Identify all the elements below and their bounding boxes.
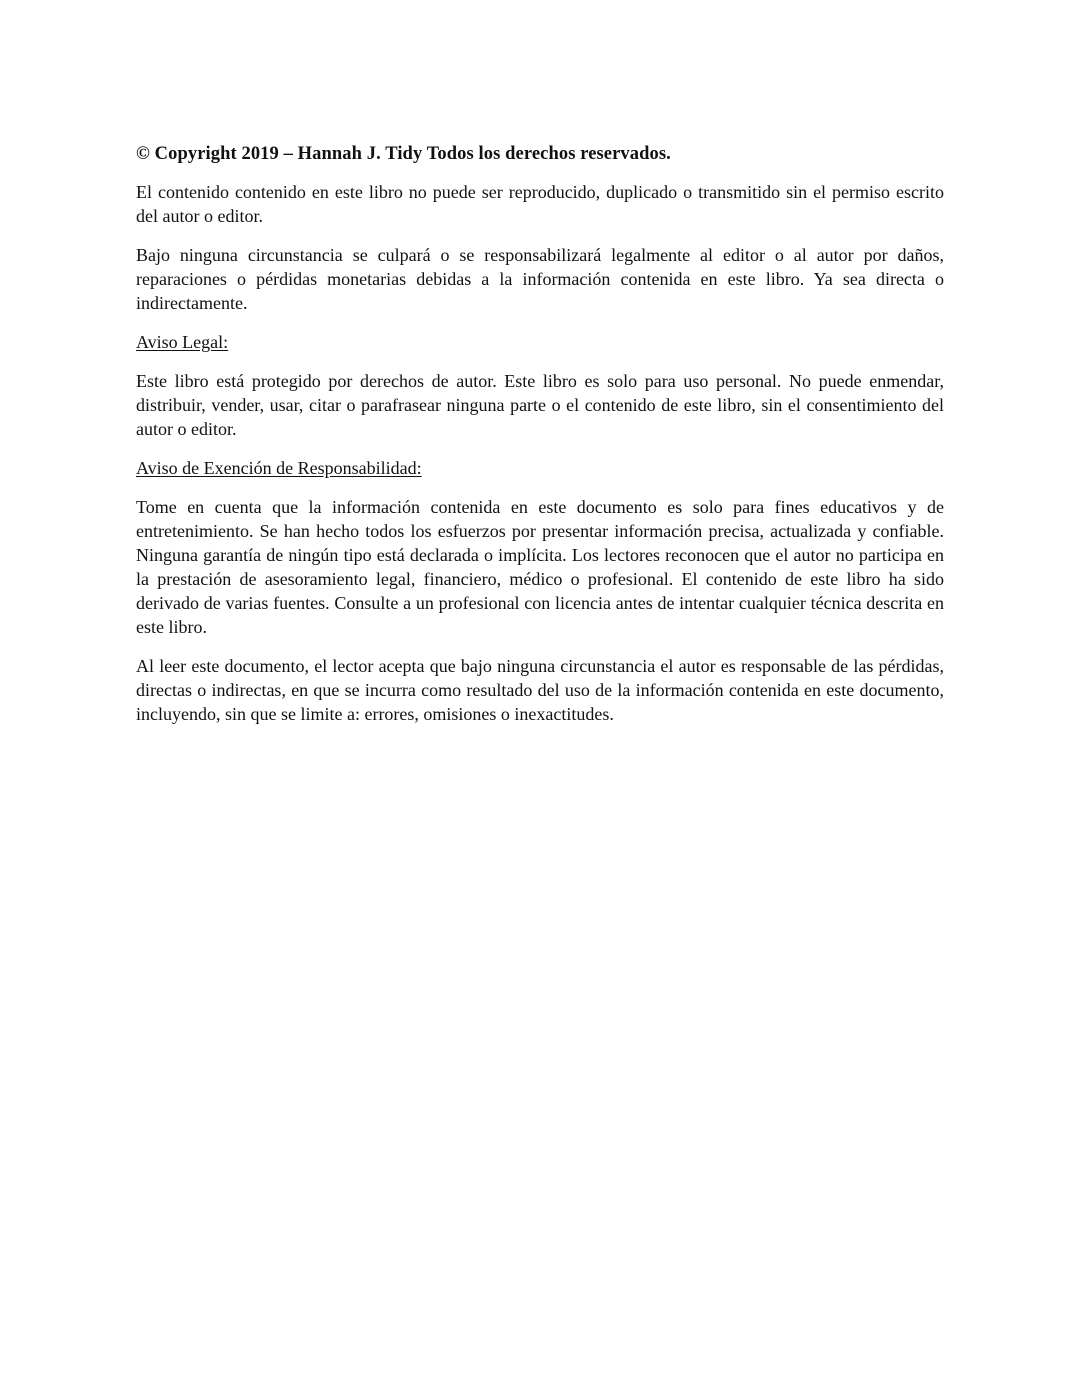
disclaimer-paragraph: Tome en cuenta que la información contenida en este documento es solo para fines educativos y de entretenimiento. Se han hecho todos los esfuerzos por presentar información precisa, actualizada y confiable. Ninguna garantía de ningún tipo está declarada o implícita. Los lectores reconocen que el autor no participa en la prestación de asesoramiento legal, financiero, médico o profesional. El contenido de este libro ha sido derivado de varias fuentes. Consulte a un profesional con licencia antes de intentar cualquier técnica descrita en este libro. [136, 497, 944, 637]
acceptance-paragraph: Al leer este documento, el lector acepta que bajo ninguna circunstancia el autor es responsable de las pérdidas, directas o indirectas, en que se incurra como resultado del uso de la información contenida en este documento, incluyendo, sin que se limite a: errores, omisiones o inexactitudes. [136, 656, 944, 724]
copyright-title: © Copyright 2019 – Hannah J. Tidy Todos los derechos reservados. [136, 144, 671, 164]
disclaimer-heading: Aviso de Exención de Responsabilidad: [136, 458, 422, 478]
document-body [136, 142, 944, 741]
legal-notice-heading: Aviso Legal: [136, 332, 229, 352]
legal-notice-paragraph: Este libro está protegido por derechos de autor. Este libro es solo para uso personal. No puede enmendar, distribuir, vender, usar, citar o parafrasear ninguna parte o el contenido de este libro, sin el consentimiento del autor o editor. [136, 371, 944, 439]
liability-paragraph: Bajo ninguna circunstancia se culpará o se responsabilizará legalmente al editor o al autor por daños, reparaciones o pérdidas monetarias debidas a la información contenida en este libro. Ya sea directa o indirectamente. [136, 245, 944, 313]
reproduction-paragraph: El contenido contenido en este libro no puede ser reproducido, duplicado o transmitido sin el permiso escrito del autor o editor. [136, 182, 944, 226]
